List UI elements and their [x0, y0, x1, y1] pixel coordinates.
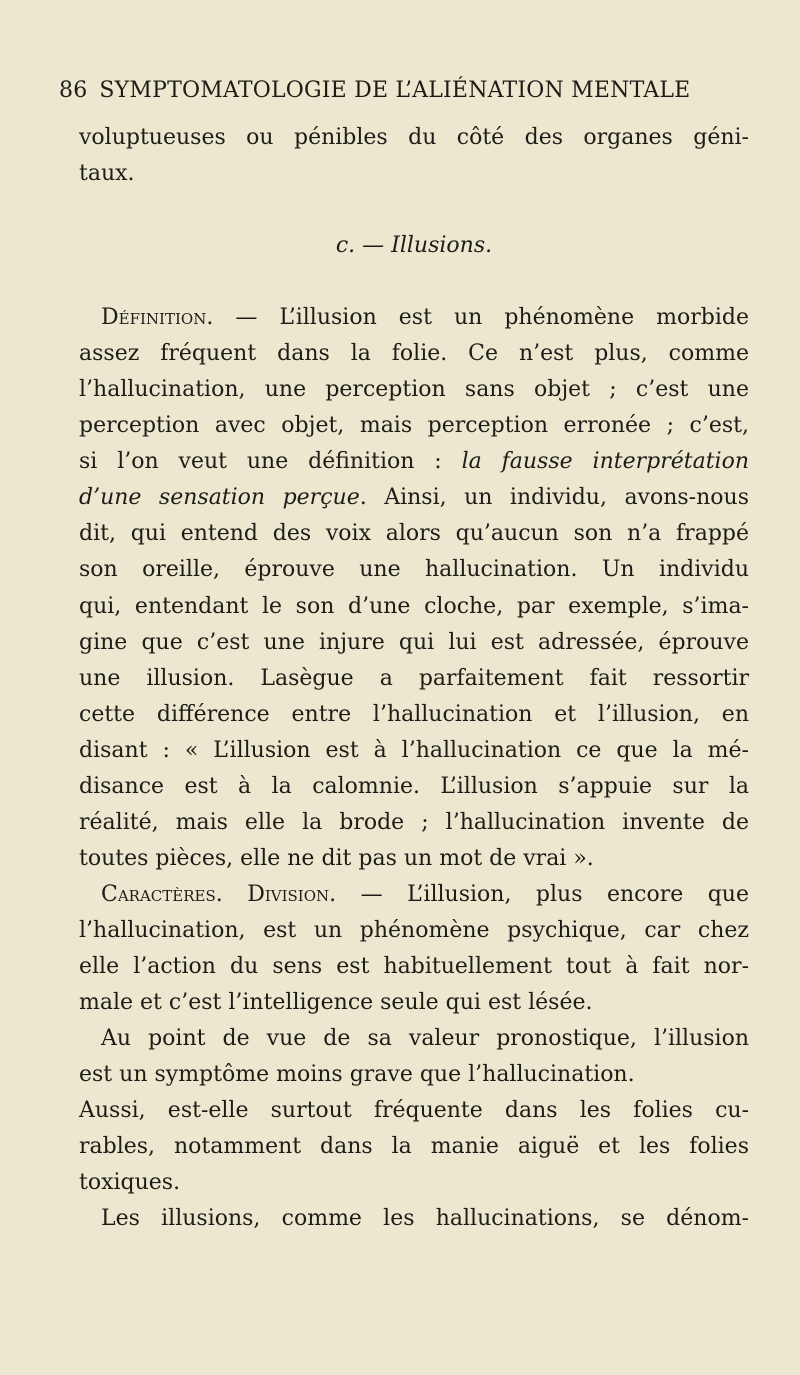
text-line: qui, entendant le son d’une cloche, par exemple, s’ima- [79, 593, 749, 619]
text-line: est un symptôme moins grave que l’hallucination. [79, 1062, 635, 1088]
text-line: gine que c’est une injure qui lui est adressée, éprouve [79, 629, 749, 655]
text-line: disance est à la calomnie. L’illusion s’appuie sur la [79, 773, 749, 799]
text-line: taux. [79, 161, 135, 187]
paragraph-definition-start: Définition. — L’illusion est un phénomène morbide [101, 305, 749, 331]
text-line: perception avec objet, mais perception erronée ; c’est, [79, 413, 749, 439]
text-line: rables, notamment dans la manie aiguë et les folies [79, 1134, 749, 1160]
page-number: 86 [59, 78, 88, 103]
text-line: réalité, mais elle la brode ; l’hallucination invente de [79, 809, 749, 835]
text-line: si l’on veut une définition : la fausse interprétation [79, 449, 749, 475]
text-line: une illusion. Lasègue a parfaitement fait ressortir [79, 665, 749, 691]
text-line: assez fréquent dans la folie. Ce n’est plus, comme [79, 341, 749, 367]
text-line: cette différence entre l’hallucination et l’illusion, en [79, 701, 749, 727]
text-line: Les illusions, comme les hallucinations, se dénom- [101, 1206, 749, 1232]
text-line: l’hallucination, est un phénomène psychique, car chez [79, 917, 749, 943]
page-header [59, 78, 749, 103]
text-line: male et c’est l’intelligence seule qui est lésée. [79, 990, 593, 1016]
text-line: Aussi, est-elle surtout fréquente dans les folies cu- [79, 1098, 749, 1124]
body-text [79, 120, 749, 1237]
section-heading: c. — Illusions. [335, 233, 493, 259]
text-line: voluptueuses ou pénibles du côté des organes géni- [79, 125, 749, 150]
text-line: son oreille, éprouve une hallucination. Un individu [79, 557, 749, 583]
text-line: toxiques. [79, 1170, 181, 1196]
text-line: elle l’action du sens est habituellement tout à fait nor- [79, 953, 749, 979]
text-line: disant : « L’illusion est à l’hallucination ce que la mé- [79, 737, 749, 763]
paragraph-caracteres-start: Caractères. Division. — L’illusion, plus encore que [101, 881, 749, 907]
text-line: toutes pièces, elle ne dit pas un mot de vrai ». [79, 845, 594, 871]
text-line: d’une sensation perçue. Ainsi, un individu, avons-nous [79, 485, 749, 511]
text-line: dit, qui entend des voix alors qu’aucun son n’a frappé [79, 521, 749, 547]
running-title: SYMPTOMATOLOGIE DE L’ALIÉNATION MENTALE [99, 78, 691, 103]
text-line: Au point de vue de sa valeur pronostique, l’illusion [101, 1026, 749, 1052]
text-line: l’hallucination, une perception sans objet ; c’est une [79, 377, 749, 403]
